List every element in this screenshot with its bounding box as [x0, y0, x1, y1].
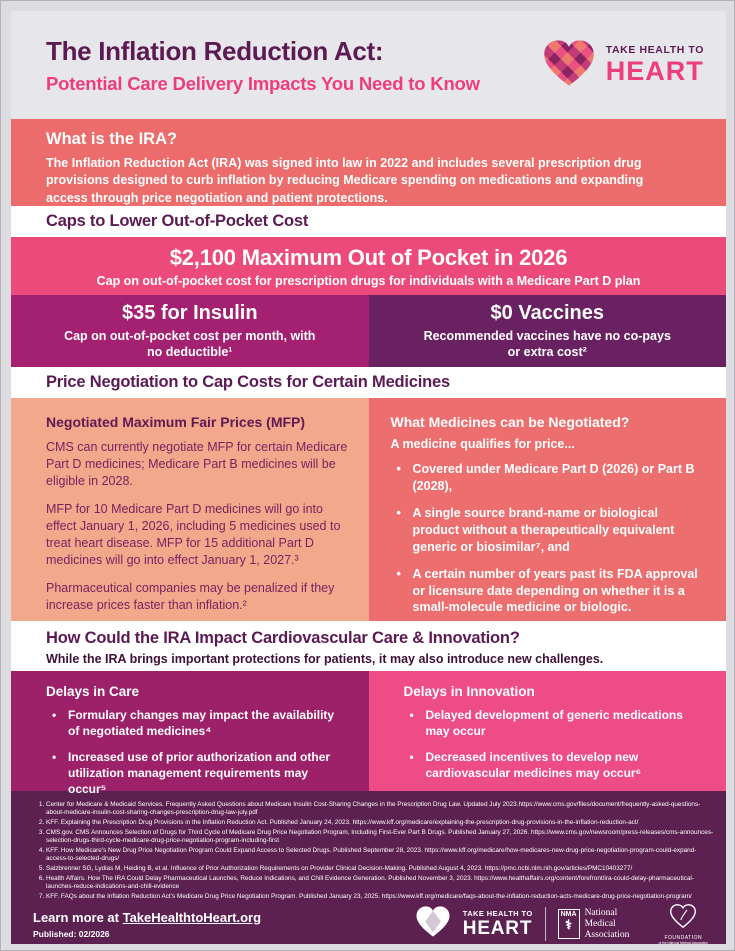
- negotiation-heading: Price Negotiation to Cap Costs for Certain Medicines: [46, 373, 451, 391]
- title-block: [46, 36, 480, 95]
- foundation-line2: of the National Medical Association: [658, 941, 708, 946]
- delays-innovation-list: [404, 708, 707, 782]
- brand-wordmark: [606, 45, 704, 86]
- header: [11, 11, 726, 119]
- page-title: The Inflation Reduction Act:: [46, 35, 384, 66]
- list-item: • A single source brand-name or biological product without a therapeutically equivalent generic or biosimilar⁷, and: [391, 505, 705, 555]
- nma-emblem-text: NMA: [560, 911, 577, 919]
- delays-in-care-column: [11, 671, 369, 796]
- delays-in-innovation-column: [369, 671, 727, 791]
- mfp-paragraph: Pharmaceutical companies may be penalized if they increase prices faster than inflation.²: [46, 581, 335, 612]
- vaccines-title: $0 Vaccines: [490, 301, 604, 324]
- section-what-is-ira: [11, 119, 726, 206]
- foundation-line1: FOUNDATION: [664, 935, 703, 942]
- footer-row: [33, 903, 714, 945]
- what-is-ira-body: The Inflation Reduction Act (IRA) was signed into law in 2022 and includes several prescription drug provisions designed to curb inflation by reducing Medicare spending on medications and expanding access through price negotiation and patient protections.: [46, 156, 644, 205]
- delays-innovation-heading: Delays in Innovation: [403, 684, 535, 699]
- insulin-cell: [11, 295, 369, 367]
- vaccines-cell: [369, 295, 727, 367]
- learn-more-prefix: Learn more at: [33, 909, 123, 925]
- list-item: • Decreased incentives to develop new cardiovascular medicines may occur⁶: [404, 750, 707, 782]
- list-item: • Increased use of prior authorization and other utilization management requirements may occur⁵: [46, 750, 349, 798]
- insulin-subtitle: Cap on out-of-pocket cost per month, with no deductible¹: [64, 328, 316, 359]
- brand-line2: HEART: [605, 56, 704, 87]
- section-caps-heading: [11, 206, 726, 237]
- footer-logos: [415, 903, 708, 945]
- what-is-ira-heading: What is the IRA?: [46, 130, 178, 148]
- learn-more-text: [33, 910, 261, 925]
- section-negotiation-heading: [11, 367, 726, 398]
- vaccines-subtitle: Recommended vaccines have no co-pays or extra cost²: [423, 328, 671, 359]
- footer-divider: [545, 907, 546, 941]
- footnote: 2. KFF. Explaining the Prescription Drug Provisions in the Inflation Reduction Act. Published January 24, 2023. https://www.kff.org/medicare/explaining-the-prescription-drug-provisions-in-the-inflation-reduction-act/: [46, 819, 714, 827]
- mfp-column: [11, 398, 369, 621]
- which-medicines-list: [391, 461, 705, 616]
- list-item: • A certain number of years past its FDA approval or licensure date depending on whether it is a small-molecule medicine or biologic.: [391, 566, 705, 616]
- published-date: Published: 02/2026: [33, 928, 110, 939]
- brand-logo: [542, 38, 704, 93]
- nma-emblem-icon: [558, 909, 580, 939]
- negotiation-columns: [11, 398, 726, 621]
- mfp-heading: Negotiated Maximum Fair Prices (MFP): [46, 414, 306, 430]
- heart-logo-icon: [542, 38, 596, 93]
- take-health-to-heart-link[interactable]: TakeHealthtoHeart.org: [122, 909, 262, 925]
- footer-heart-wordmark: [463, 910, 533, 939]
- delays-care-list: [46, 708, 349, 798]
- brand-line1: TAKE HEALTH TO: [605, 43, 704, 56]
- delays-care-heading: Delays in Care: [46, 684, 140, 699]
- footer-heart-line1: TAKE HEALTH TO: [462, 908, 533, 918]
- heart-outline-icon: [669, 903, 697, 934]
- which-medicines-heading: What Medicines can be Negotiated?: [390, 414, 630, 430]
- caduceus-icon: ⚕: [565, 917, 573, 933]
- footnote: 4. KFF. How Medicare's New Drug Price Negotiation Program Could Expand Access to Selected Drugs. Published September 28, 2023. https://www.kff.org/medicare/how-medicares-new-drug-price-negotiation-program-could-expand-access-to-selected-drugs/: [46, 847, 714, 864]
- caps-cells: [11, 295, 726, 367]
- list-item: • Covered under Medicare Part D (2026) or Part B (2028),: [391, 461, 705, 494]
- impact-subtitle: While the IRA brings important protections for patients, it may also introduce new challenges.: [46, 652, 604, 666]
- footer-heart-line2: HEART: [462, 918, 533, 940]
- list-item: • Formulary changes may impact the availability of negotiated medicines⁴: [46, 708, 349, 740]
- oop-banner: [11, 237, 726, 295]
- which-medicines-intro: A medicine qualifies for price...: [390, 437, 575, 451]
- footnote: 6. Health Affairs. How The IRA Could Delay Pharmaceutical Launches, Reduce Indications, and Chill Evidence Generation. Published November 3, 2023. https://www.healthaffairs.org/content/forefront/ira-could-delay-pharmaceutical-launches-reduce-indications-and-chill-evidence: [46, 875, 714, 892]
- heart-logo-white-icon: [415, 905, 451, 943]
- nma-logo: [558, 908, 647, 941]
- which-medicines-column: [369, 398, 727, 621]
- footnote: 1. Center for Medicare & Medicaid Services. Frequently Asked Questions about Medicare Insulin Cost-Sharing Changes in the Prescription Drug Law. Updated July 2023.https://www.cms.gov/files/document/frequently-asked-questions-about-medicare-insulin-cost-sharing-changes-prescription-drug-law-july.pdf: [46, 801, 714, 818]
- learn-more-block: [33, 910, 261, 939]
- list-item: • Delayed development of generic medications may occur: [404, 708, 707, 740]
- mfp-paragraph: MFP for 10 Medicare Part D medicines will go into effect January 1, 2026, including 5 medicines used to treat heart disease. MFP for 15 additional Part D medicines will go into effect January 1, 2027.³: [46, 502, 341, 567]
- infographic-card: [11, 11, 726, 944]
- impact-heading: How Could the IRA Impact Cardiovascular Care & Innovation?: [46, 629, 520, 647]
- footnote: 3. CMS.gov. CMS Announces Selection of Drugs for Third Cycle of Medicare Drug Price Negotiation Program, Including First-Ever Part B Drugs. Published January 27, 2026. https://www.cms.gov/newsroom/press-releases/cms-announces-selection-drugs-third-cycle-medicare-drug-price-negotiation-program-including-first: [46, 829, 714, 846]
- section-impact-heading: [11, 621, 726, 671]
- footnotes-list: [33, 801, 714, 903]
- delays-columns: [11, 671, 726, 796]
- footer: [11, 791, 726, 944]
- oop-banner-subtitle: Cap on out-of-pocket cost for prescription drugs for individuals with a Medicare Part D plan: [96, 273, 641, 288]
- nma-text: National Medical Association: [584, 907, 630, 940]
- footnote: 7. KFF. FAQs about the Inflation Reduction Act's Medicare Drug Price Negotiation Program. Published January 23, 2025. https://www.kff.org/medicare/faqs-about-the-inflation-reduction-acts-medicare-drug-price-negotiation-program/: [46, 893, 714, 901]
- footnote: 5. Salzbrenner SG, Lydias M, Heiding B, et al. Influence of Prior Authorization Requirements on Provider Clinical Decision-Making. Published August 4, 2023. https://pmc.ncbi.nlm.nih.gov/articles/PMC10403277/: [46, 865, 714, 873]
- foundation-logo: [659, 903, 708, 945]
- mfp-paragraph: CMS can currently negotiate MFP for certain Medicare Part D medicines; Medicare Part B medicines will be eligible in 2028.: [46, 440, 348, 488]
- oop-banner-title: $2,100 Maximum Out of Pocket in 2026: [169, 244, 568, 270]
- insulin-title: $35 for Insulin: [121, 301, 258, 324]
- page-subtitle: Potential Care Delivery Impacts You Need to Know: [46, 72, 480, 94]
- caps-heading: Caps to Lower Out-of-Pocket Cost: [46, 212, 309, 230]
